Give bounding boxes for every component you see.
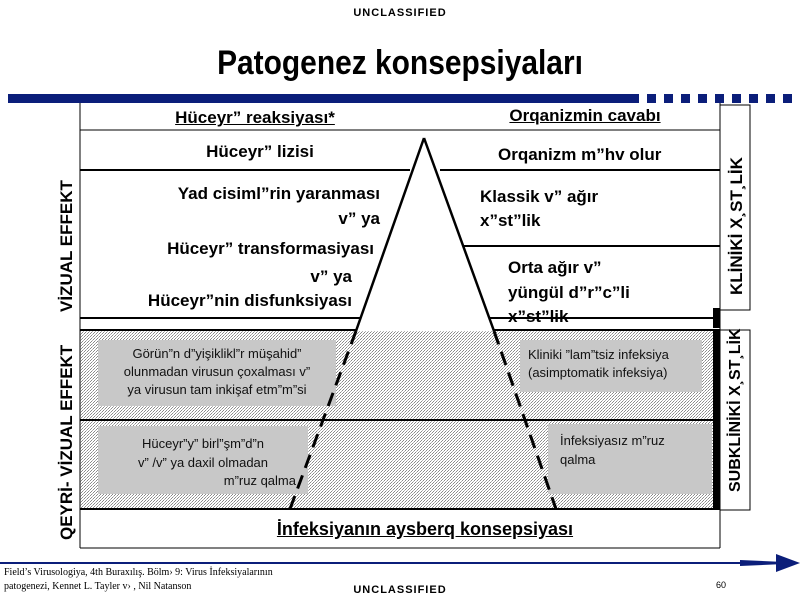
bottom-arrow-icon — [740, 552, 800, 574]
label-organism-death: Orqanizm m”hv olur — [498, 145, 662, 164]
side-label-subclinical: SUBKLİNİKİ X¸ST¸LİK — [727, 328, 744, 492]
label-cell-transformation: Hüceyr” transformasiyası — [167, 239, 374, 258]
citation-line-1: Field’s Virusologiya, 4th Buraxılış. Bölm› 9: Virus İnfeksiyalarının — [4, 567, 273, 578]
gray-text-2b: (asimptomatik infeksiya) — [528, 365, 668, 380]
gray-text-3b: v” /v” ya daxil olmadan — [137, 455, 269, 470]
gray-text-3a: Hüceyr”y” birl”şm”d”n — [141, 436, 265, 451]
side-label-visual-effect: VİZUAL EFFEKT — [57, 180, 76, 312]
label-or-1: v” ya — [338, 209, 380, 228]
label-disease-2: x”st”lik — [508, 307, 569, 326]
classification-top: UNCLASSIFIED — [353, 7, 447, 19]
gray-text-3c: m”ruz qalma — [223, 473, 296, 488]
label-cell-dysfunction: Hüceyr”nin disfunksiyası — [147, 291, 352, 310]
header-cell-reaction: Hüceyr” reaksiyası* — [175, 108, 335, 127]
label-disease-1: x”st”lik — [480, 211, 541, 230]
page-number: 60 — [716, 580, 727, 590]
label-or-2: v” ya — [310, 267, 352, 286]
gray-text-1b: olunmadan virusun çoxalması v” — [123, 364, 311, 379]
gray-text-2a: Kliniki ”lam”tsiz infeksiya — [528, 347, 669, 362]
label-classic-severe: Klassik v” ağır — [480, 187, 599, 206]
side-label-clinical-disease: KLİNİKİ X¸ST¸LİK — [727, 157, 746, 295]
label-mild: yüngül d”r”c”li — [508, 283, 630, 302]
page-title: Patogenez konsepsiyaları — [217, 44, 583, 82]
gray-text-1c: ya virusun tam inkişaf etm”m”si — [127, 382, 307, 397]
gray-text-4a: İnfeksiyasız m”ruz — [560, 433, 665, 448]
label-cell-lysis: Hüceyr” lizisi — [206, 142, 314, 161]
citation-line-2: patogenezi, Kennet L. Tayler v› , Nil Natanson — [4, 581, 192, 592]
label-moderate: Orta ağır v” — [508, 258, 602, 277]
gray-text-1a: Görün”n d”yişiklikl”r müşahid” — [132, 346, 302, 361]
classification-bottom: UNCLASSIFIED — [353, 584, 447, 596]
gray-text-4b: qalma — [560, 452, 596, 467]
label-foreign-bodies: Yad cisiml”rin yaranması — [177, 184, 380, 203]
side-label-nonvisual-effect: QEYRİ- VİZUAL EFFEKT — [57, 344, 76, 540]
bottom-rule — [0, 562, 760, 564]
header-organism-response: Orqanizmin cavabı — [509, 106, 661, 125]
iceberg-concept-label: İnfeksiyanın aysberq konsepsiyası — [276, 519, 574, 539]
